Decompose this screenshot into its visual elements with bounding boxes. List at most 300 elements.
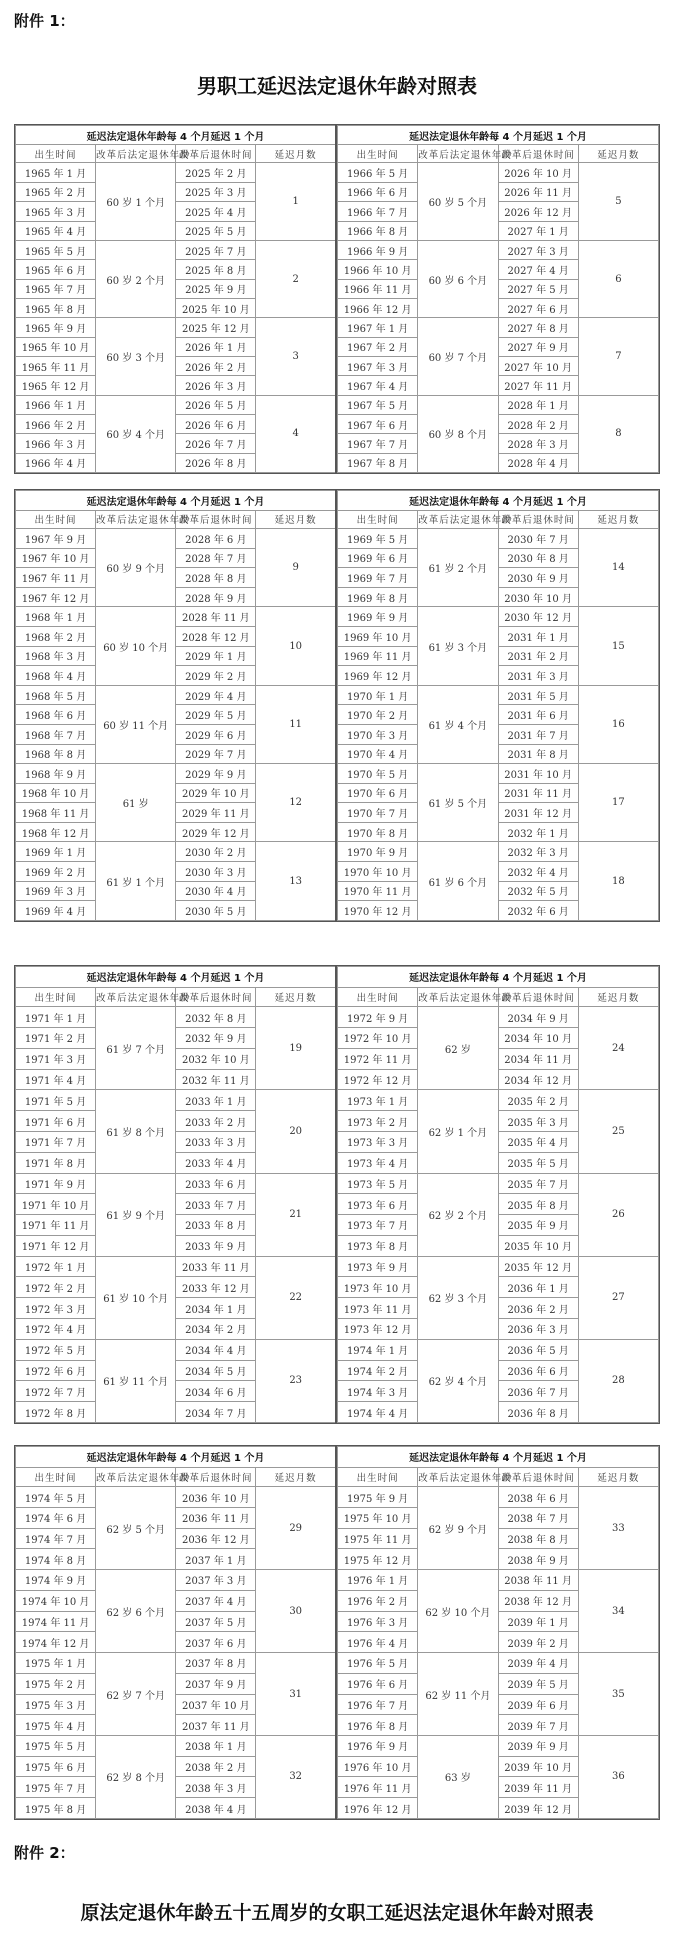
birth-time-cell: 1973 年 10 月	[338, 1277, 418, 1298]
retire-time-cell: 2033 年 9 月	[176, 1235, 256, 1256]
birth-time-cell: 1966 年 8 月	[338, 221, 418, 240]
retire-time-cell: 2025 年 4 月	[176, 202, 256, 221]
birth-time-cell: 1967 年 4 月	[338, 376, 418, 395]
birth-time-cell: 1965 年 2 月	[16, 182, 96, 201]
birth-time-cell: 1974 年 11 月	[16, 1611, 96, 1632]
table-row	[16, 764, 337, 784]
col-delay-months: 延迟月数	[256, 145, 336, 163]
table-row	[338, 240, 659, 259]
retire-time-cell: 2035 年 3 月	[498, 1111, 578, 1132]
col-new-retire-time: 改革后退休时间	[498, 145, 578, 163]
retire-time-cell: 2033 年 2 月	[176, 1111, 256, 1132]
birth-time-cell: 1968 年 7 月	[16, 724, 96, 744]
birth-time-cell: 1975 年 9 月	[338, 1487, 418, 1508]
retire-time-cell: 2036 年 3 月	[498, 1318, 578, 1339]
col-delay-months: 延迟月数	[256, 510, 336, 528]
col-new-retire-age: 改革后法定退休年龄	[418, 987, 498, 1006]
retire-time-cell: 2025 年 8 月	[176, 260, 256, 279]
retire-time-cell: 2038 年 3 月	[176, 1777, 256, 1798]
delay-months-cell: 32	[256, 1735, 336, 1818]
table-header-row	[16, 1447, 337, 1468]
delay-months-cell: 19	[256, 1007, 336, 1090]
birth-time-cell: 1969 年 10 月	[338, 626, 418, 646]
retire-time-cell: 2034 年 2 月	[176, 1318, 256, 1339]
retire-age-cell: 62 岁 7 个月	[96, 1653, 176, 1736]
retire-time-cell: 2030 年 9 月	[498, 568, 578, 588]
retire-time-cell: 2034 年 7 月	[176, 1402, 256, 1423]
table-row	[16, 395, 337, 414]
retire-time-cell: 2031 年 5 月	[498, 685, 578, 705]
retire-time-cell: 2028 年 7 月	[176, 548, 256, 568]
retire-time-cell: 2026 年 1 月	[176, 337, 256, 356]
birth-time-cell: 1971 年 5 月	[16, 1090, 96, 1111]
col-new-retire-time: 改革后退休时间	[176, 510, 256, 528]
col-birth-time: 出生时间	[338, 987, 418, 1006]
col-delay-months: 延迟月数	[578, 1467, 658, 1486]
delay-months-cell: 17	[578, 764, 658, 842]
birth-time-cell: 1966 年 5 月	[338, 163, 418, 182]
retire-time-cell: 2034 年 10 月	[498, 1028, 578, 1049]
retire-time-cell: 2033 年 8 月	[176, 1215, 256, 1236]
birth-time-cell: 1969 年 7 月	[338, 568, 418, 588]
retire-age-cell: 62 岁 10 个月	[418, 1570, 498, 1653]
birth-time-cell: 1974 年 10 月	[16, 1590, 96, 1611]
birth-time-cell: 1973 年 11 月	[338, 1298, 418, 1319]
retire-time-cell: 2026 年 12 月	[498, 202, 578, 221]
retire-time-cell: 2029 年 7 月	[176, 744, 256, 764]
table-header: 延迟法定退休年龄每 4 个月延迟 1 个月	[16, 491, 337, 511]
retire-time-cell: 2028 年 11 月	[176, 607, 256, 627]
birth-time-cell: 1975 年 1 月	[16, 1653, 96, 1674]
table-row	[16, 1090, 337, 1111]
retire-time-cell: 2032 年 11 月	[176, 1069, 256, 1090]
birth-time-cell: 1976 年 5 月	[338, 1653, 418, 1674]
birth-time-cell: 1966 年 4 月	[16, 453, 96, 472]
birth-time-cell: 1965 年 7 月	[16, 279, 96, 298]
retire-time-cell: 2037 年 3 月	[176, 1570, 256, 1591]
table-row	[338, 842, 659, 862]
birth-time-cell: 1971 年 1 月	[16, 1007, 96, 1028]
birth-time-cell: 1970 年 12 月	[338, 901, 418, 921]
col-new-retire-age: 改革后法定退休年龄	[418, 145, 498, 163]
birth-time-cell: 1966 年 3 月	[16, 434, 96, 453]
birth-time-cell: 1972 年 5 月	[16, 1339, 96, 1360]
retire-time-cell: 2038 年 12 月	[498, 1590, 578, 1611]
birth-time-cell: 1972 年 4 月	[16, 1318, 96, 1339]
table-block-1	[14, 124, 660, 474]
retire-time-cell: 2036 年 12 月	[176, 1528, 256, 1549]
retire-time-cell: 2025 年 10 月	[176, 298, 256, 317]
retire-time-cell: 2031 年 7 月	[498, 724, 578, 744]
birth-time-cell: 1973 年 7 月	[338, 1215, 418, 1236]
retire-time-cell: 2030 年 3 月	[176, 862, 256, 882]
table-row	[16, 240, 337, 259]
retire-time-cell: 2039 年 9 月	[498, 1735, 578, 1756]
birth-time-cell: 1973 年 12 月	[338, 1318, 418, 1339]
retire-time-cell: 2030 年 10 月	[498, 587, 578, 607]
retire-time-cell: 2036 年 6 月	[498, 1360, 578, 1381]
birth-time-cell: 1969 年 1 月	[16, 842, 96, 862]
retire-time-cell: 2026 年 10 月	[498, 163, 578, 182]
retire-time-cell: 2029 年 4 月	[176, 685, 256, 705]
birth-time-cell: 1970 年 11 月	[338, 881, 418, 901]
table-right-half	[337, 125, 659, 473]
retire-time-cell: 2035 年 4 月	[498, 1131, 578, 1152]
retire-time-cell: 2039 年 12 月	[498, 1798, 578, 1819]
delay-months-cell: 22	[256, 1256, 336, 1339]
birth-time-cell: 1969 年 8 月	[338, 587, 418, 607]
table-row	[16, 528, 337, 548]
table-header: 延迟法定退休年龄每 4 个月延迟 1 个月	[338, 1447, 659, 1468]
table-header-row	[16, 126, 337, 145]
delay-months-cell: 21	[256, 1173, 336, 1256]
birth-time-cell: 1970 年 1 月	[338, 685, 418, 705]
table-row	[338, 685, 659, 705]
birth-time-cell: 1972 年 9 月	[338, 1007, 418, 1028]
retire-time-cell: 2031 年 6 月	[498, 705, 578, 725]
retire-time-cell: 2030 年 7 月	[498, 528, 578, 548]
table-row	[338, 1090, 659, 1111]
col-delay-months: 延迟月数	[578, 510, 658, 528]
retire-time-cell: 2038 年 11 月	[498, 1570, 578, 1591]
birth-time-cell: 1973 年 6 月	[338, 1194, 418, 1215]
table-block-4	[14, 1445, 660, 1820]
retire-age-cell: 61 岁 10 个月	[96, 1256, 176, 1339]
column-header-row	[16, 145, 337, 163]
retire-age-cell: 61 岁 8 个月	[96, 1090, 176, 1173]
retire-time-cell: 2029 年 6 月	[176, 724, 256, 744]
birth-time-cell: 1974 年 12 月	[16, 1632, 96, 1653]
retire-time-cell: 2033 年 3 月	[176, 1131, 256, 1152]
retire-age-cell: 60 岁 4 个月	[96, 395, 176, 472]
retire-age-cell: 62 岁 6 个月	[96, 1570, 176, 1653]
retire-time-cell: 2038 年 7 月	[498, 1507, 578, 1528]
col-new-retire-time: 改革后退休时间	[498, 1467, 578, 1486]
col-new-retire-age: 改革后法定退休年龄	[96, 987, 176, 1006]
birth-time-cell: 1972 年 2 月	[16, 1277, 96, 1298]
retire-time-cell: 2026 年 3 月	[176, 376, 256, 395]
birth-time-cell: 1965 年 5 月	[16, 240, 96, 259]
delay-months-cell: 3	[256, 318, 336, 395]
delay-months-cell: 9	[256, 528, 336, 606]
retire-time-cell: 2028 年 9 月	[176, 587, 256, 607]
delay-months-cell: 27	[578, 1256, 658, 1339]
birth-time-cell: 1967 年 1 月	[338, 318, 418, 337]
birth-time-cell: 1969 年 2 月	[16, 862, 96, 882]
col-birth-time: 出生时间	[338, 1467, 418, 1486]
birth-time-cell: 1972 年 1 月	[16, 1256, 96, 1277]
table-row	[338, 1487, 659, 1508]
retire-time-cell: 2030 年 4 月	[176, 881, 256, 901]
retire-time-cell: 2026 年 2 月	[176, 356, 256, 375]
retire-time-cell: 2039 年 7 月	[498, 1715, 578, 1736]
retire-age-cell: 61 岁	[96, 764, 176, 842]
birth-time-cell: 1966 年 2 月	[16, 414, 96, 433]
retire-age-cell: 61 岁 2 个月	[418, 528, 498, 606]
birth-time-cell: 1971 年 7 月	[16, 1131, 96, 1152]
birth-time-cell: 1972 年 3 月	[16, 1298, 96, 1319]
retire-age-cell: 61 岁 11 个月	[96, 1339, 176, 1422]
retire-time-cell: 2032 年 8 月	[176, 1007, 256, 1028]
column-header-row	[16, 510, 337, 528]
birth-time-cell: 1976 年 8 月	[338, 1715, 418, 1736]
retire-age-cell: 60 岁 1 个月	[96, 163, 176, 240]
birth-time-cell: 1969 年 5 月	[338, 528, 418, 548]
delay-months-cell: 28	[578, 1339, 658, 1422]
delay-months-cell: 30	[256, 1570, 336, 1653]
retire-time-cell: 2027 年 8 月	[498, 318, 578, 337]
table-left-half	[15, 1446, 337, 1819]
retire-time-cell: 2037 年 6 月	[176, 1632, 256, 1653]
retire-time-cell: 2031 年 3 月	[498, 666, 578, 686]
col-new-retire-time: 改革后退休时间	[176, 987, 256, 1006]
birth-time-cell: 1971 年 9 月	[16, 1173, 96, 1194]
retire-age-cell: 60 岁 8 个月	[418, 395, 498, 472]
retire-time-cell: 2030 年 2 月	[176, 842, 256, 862]
birth-time-cell: 1967 年 9 月	[16, 528, 96, 548]
delay-months-cell: 1	[256, 163, 336, 240]
retire-time-cell: 2029 年 1 月	[176, 646, 256, 666]
table-left-half	[15, 966, 337, 1423]
retire-time-cell: 2031 年 2 月	[498, 646, 578, 666]
birth-time-cell: 1965 年 11 月	[16, 356, 96, 375]
retire-time-cell: 2028 年 8 月	[176, 568, 256, 588]
birth-time-cell: 1976 年 6 月	[338, 1673, 418, 1694]
retire-time-cell: 2035 年 12 月	[498, 1256, 578, 1277]
retire-time-cell: 2035 年 10 月	[498, 1235, 578, 1256]
birth-time-cell: 1967 年 5 月	[338, 395, 418, 414]
birth-time-cell: 1969 年 9 月	[338, 607, 418, 627]
birth-time-cell: 1975 年 4 月	[16, 1715, 96, 1736]
delay-months-cell: 29	[256, 1487, 336, 1570]
birth-time-cell: 1970 年 5 月	[338, 764, 418, 784]
retire-time-cell: 2025 年 9 月	[176, 279, 256, 298]
table-row	[338, 395, 659, 414]
table-row	[338, 1735, 659, 1756]
retire-time-cell: 2026 年 11 月	[498, 182, 578, 201]
birth-time-cell: 1975 年 5 月	[16, 1735, 96, 1756]
birth-time-cell: 1968 年 2 月	[16, 626, 96, 646]
retire-time-cell: 2037 年 1 月	[176, 1549, 256, 1570]
birth-time-cell: 1970 年 6 月	[338, 783, 418, 803]
retire-time-cell: 2031 年 1 月	[498, 626, 578, 646]
retire-age-cell: 62 岁 4 个月	[418, 1339, 498, 1422]
table-row	[338, 1653, 659, 1674]
birth-time-cell: 1965 年 3 月	[16, 202, 96, 221]
birth-time-cell: 1968 年 6 月	[16, 705, 96, 725]
birth-time-cell: 1969 年 4 月	[16, 901, 96, 921]
retire-time-cell: 2038 年 4 月	[176, 1798, 256, 1819]
retire-time-cell: 2032 年 5 月	[498, 881, 578, 901]
retire-time-cell: 2038 年 6 月	[498, 1487, 578, 1508]
birth-time-cell: 1969 年 6 月	[338, 548, 418, 568]
female-table-title: 原法定退休年龄五十五周岁的女职工延迟法定退休年龄对照表	[80, 1902, 594, 1924]
col-birth-time: 出生时间	[338, 510, 418, 528]
birth-time-cell: 1975 年 10 月	[338, 1507, 418, 1528]
birth-time-cell: 1970 年 2 月	[338, 705, 418, 725]
delay-months-cell: 7	[578, 318, 658, 395]
retire-time-cell: 2025 年 12 月	[176, 318, 256, 337]
col-new-retire-time: 改革后退休时间	[498, 987, 578, 1006]
table-row	[338, 1007, 659, 1028]
retire-time-cell: 2029 年 9 月	[176, 764, 256, 784]
column-header-row	[16, 987, 337, 1006]
birth-time-cell: 1967 年 10 月	[16, 548, 96, 568]
birth-time-cell: 1974 年 5 月	[16, 1487, 96, 1508]
retire-time-cell: 2027 年 9 月	[498, 337, 578, 356]
table-row	[16, 1487, 337, 1508]
delay-months-cell: 26	[578, 1173, 658, 1256]
col-birth-time: 出生时间	[16, 987, 96, 1006]
birth-time-cell: 1971 年 2 月	[16, 1028, 96, 1049]
delay-months-cell: 36	[578, 1735, 658, 1818]
delay-months-cell: 31	[256, 1653, 336, 1736]
retire-time-cell: 2038 年 1 月	[176, 1735, 256, 1756]
table-row	[16, 607, 337, 627]
table-row	[16, 318, 337, 337]
birth-time-cell: 1967 年 12 月	[16, 587, 96, 607]
table-right-half	[337, 1446, 659, 1819]
retire-age-cell: 61 岁 7 个月	[96, 1007, 176, 1090]
col-new-retire-age: 改革后法定退休年龄	[96, 145, 176, 163]
table-right-half	[337, 966, 659, 1423]
table-row	[338, 607, 659, 627]
retire-time-cell: 2037 年 9 月	[176, 1673, 256, 1694]
retire-time-cell: 2032 年 6 月	[498, 901, 578, 921]
retire-time-cell: 2036 年 5 月	[498, 1339, 578, 1360]
delay-months-cell: 13	[256, 842, 336, 921]
table-row	[338, 764, 659, 784]
retire-time-cell: 2033 年 7 月	[176, 1194, 256, 1215]
retire-time-cell: 2030 年 5 月	[176, 901, 256, 921]
birth-time-cell: 1971 年 6 月	[16, 1111, 96, 1132]
birth-time-cell: 1974 年 9 月	[16, 1570, 96, 1591]
retire-age-cell: 61 岁 6 个月	[418, 842, 498, 921]
col-delay-months: 延迟月数	[578, 987, 658, 1006]
retire-age-cell: 60 岁 2 个月	[96, 240, 176, 317]
retire-time-cell: 2026 年 8 月	[176, 453, 256, 472]
table-row	[338, 318, 659, 337]
delay-months-cell: 35	[578, 1653, 658, 1736]
birth-time-cell: 1965 年 8 月	[16, 298, 96, 317]
retire-time-cell: 2038 年 2 月	[176, 1756, 256, 1777]
column-header-row	[338, 987, 659, 1006]
col-new-retire-age: 改革后法定退休年龄	[96, 510, 176, 528]
birth-time-cell: 1976 年 7 月	[338, 1694, 418, 1715]
retire-time-cell: 2027 年 11 月	[498, 376, 578, 395]
table-right-half	[337, 490, 659, 921]
table-header: 延迟法定退休年龄每 4 个月延迟 1 个月	[16, 1447, 337, 1468]
birth-time-cell: 1973 年 3 月	[338, 1131, 418, 1152]
table-header-row	[338, 967, 659, 988]
retire-age-cell: 60 岁 7 个月	[418, 318, 498, 395]
col-new-retire-age: 改革后法定退休年龄	[418, 1467, 498, 1486]
retire-time-cell: 2034 年 1 月	[176, 1298, 256, 1319]
retire-age-cell: 60 岁 5 个月	[418, 163, 498, 240]
delay-months-cell: 11	[256, 685, 336, 763]
birth-time-cell: 1976 年 2 月	[338, 1590, 418, 1611]
table-header: 延迟法定退休年龄每 4 个月延迟 1 个月	[338, 967, 659, 988]
col-delay-months: 延迟月数	[256, 987, 336, 1006]
table-header-row	[338, 1447, 659, 1468]
attachment-1-label: 附件 1：	[14, 12, 75, 30]
column-header-row	[338, 145, 659, 163]
birth-time-cell: 1971 年 8 月	[16, 1152, 96, 1173]
retire-time-cell: 2030 年 8 月	[498, 548, 578, 568]
delay-months-cell: 24	[578, 1007, 658, 1090]
birth-time-cell: 1967 年 7 月	[338, 434, 418, 453]
retire-age-cell: 61 岁 3 个月	[418, 607, 498, 685]
attachment-2-label: 附件 2：	[14, 1844, 75, 1862]
birth-time-cell: 1968 年 11 月	[16, 803, 96, 823]
retire-time-cell: 2035 年 8 月	[498, 1194, 578, 1215]
birth-time-cell: 1972 年 7 月	[16, 1381, 96, 1402]
birth-time-cell: 1965 年 1 月	[16, 163, 96, 182]
table-header: 延迟法定退休年龄每 4 个月延迟 1 个月	[16, 967, 337, 988]
table-header: 延迟法定退休年龄每 4 个月延迟 1 个月	[338, 126, 659, 145]
delay-months-cell: 14	[578, 528, 658, 606]
table-row	[16, 163, 337, 182]
birth-time-cell: 1965 年 6 月	[16, 260, 96, 279]
retire-time-cell: 2032 年 10 月	[176, 1048, 256, 1069]
retire-time-cell: 2034 年 4 月	[176, 1339, 256, 1360]
retire-time-cell: 2025 年 2 月	[176, 163, 256, 182]
table-row	[16, 1007, 337, 1028]
table-row	[338, 1256, 659, 1277]
retire-time-cell: 2031 年 10 月	[498, 764, 578, 784]
birth-time-cell: 1974 年 7 月	[16, 1528, 96, 1549]
table-row	[338, 1173, 659, 1194]
birth-time-cell: 1974 年 6 月	[16, 1507, 96, 1528]
table-header-row	[338, 491, 659, 511]
table-left-half	[15, 490, 337, 921]
delay-months-cell: 18	[578, 842, 658, 921]
birth-time-cell: 1966 年 10 月	[338, 260, 418, 279]
table-header-row	[16, 491, 337, 511]
col-birth-time: 出生时间	[16, 145, 96, 163]
birth-time-cell: 1976 年 11 月	[338, 1777, 418, 1798]
retire-time-cell: 2029 年 2 月	[176, 666, 256, 686]
retire-time-cell: 2033 年 6 月	[176, 1173, 256, 1194]
birth-time-cell: 1972 年 12 月	[338, 1069, 418, 1090]
retire-time-cell: 2036 年 8 月	[498, 1402, 578, 1423]
birth-time-cell: 1974 年 4 月	[338, 1402, 418, 1423]
birth-time-cell: 1970 年 10 月	[338, 862, 418, 882]
birth-time-cell: 1972 年 8 月	[16, 1402, 96, 1423]
birth-time-cell: 1968 年 8 月	[16, 744, 96, 764]
retire-time-cell: 2032 年 4 月	[498, 862, 578, 882]
retire-time-cell: 2039 年 2 月	[498, 1632, 578, 1653]
column-header-row	[338, 1467, 659, 1486]
birth-time-cell: 1973 年 8 月	[338, 1235, 418, 1256]
retire-time-cell: 2033 年 11 月	[176, 1256, 256, 1277]
table-row	[16, 842, 337, 862]
birth-time-cell: 1970 年 3 月	[338, 724, 418, 744]
retire-time-cell: 2039 年 1 月	[498, 1611, 578, 1632]
retire-age-cell: 61 岁 4 个月	[418, 685, 498, 763]
retire-time-cell: 2039 年 4 月	[498, 1653, 578, 1674]
birth-time-cell: 1975 年 6 月	[16, 1756, 96, 1777]
retire-time-cell: 2027 年 3 月	[498, 240, 578, 259]
birth-time-cell: 1971 年 10 月	[16, 1194, 96, 1215]
birth-time-cell: 1973 年 9 月	[338, 1256, 418, 1277]
table-row	[338, 528, 659, 548]
table-block-2	[14, 489, 660, 922]
retire-time-cell: 2031 年 11 月	[498, 783, 578, 803]
birth-time-cell: 1976 年 9 月	[338, 1735, 418, 1756]
retire-time-cell: 2028 年 2 月	[498, 414, 578, 433]
table-block-3	[14, 965, 660, 1424]
